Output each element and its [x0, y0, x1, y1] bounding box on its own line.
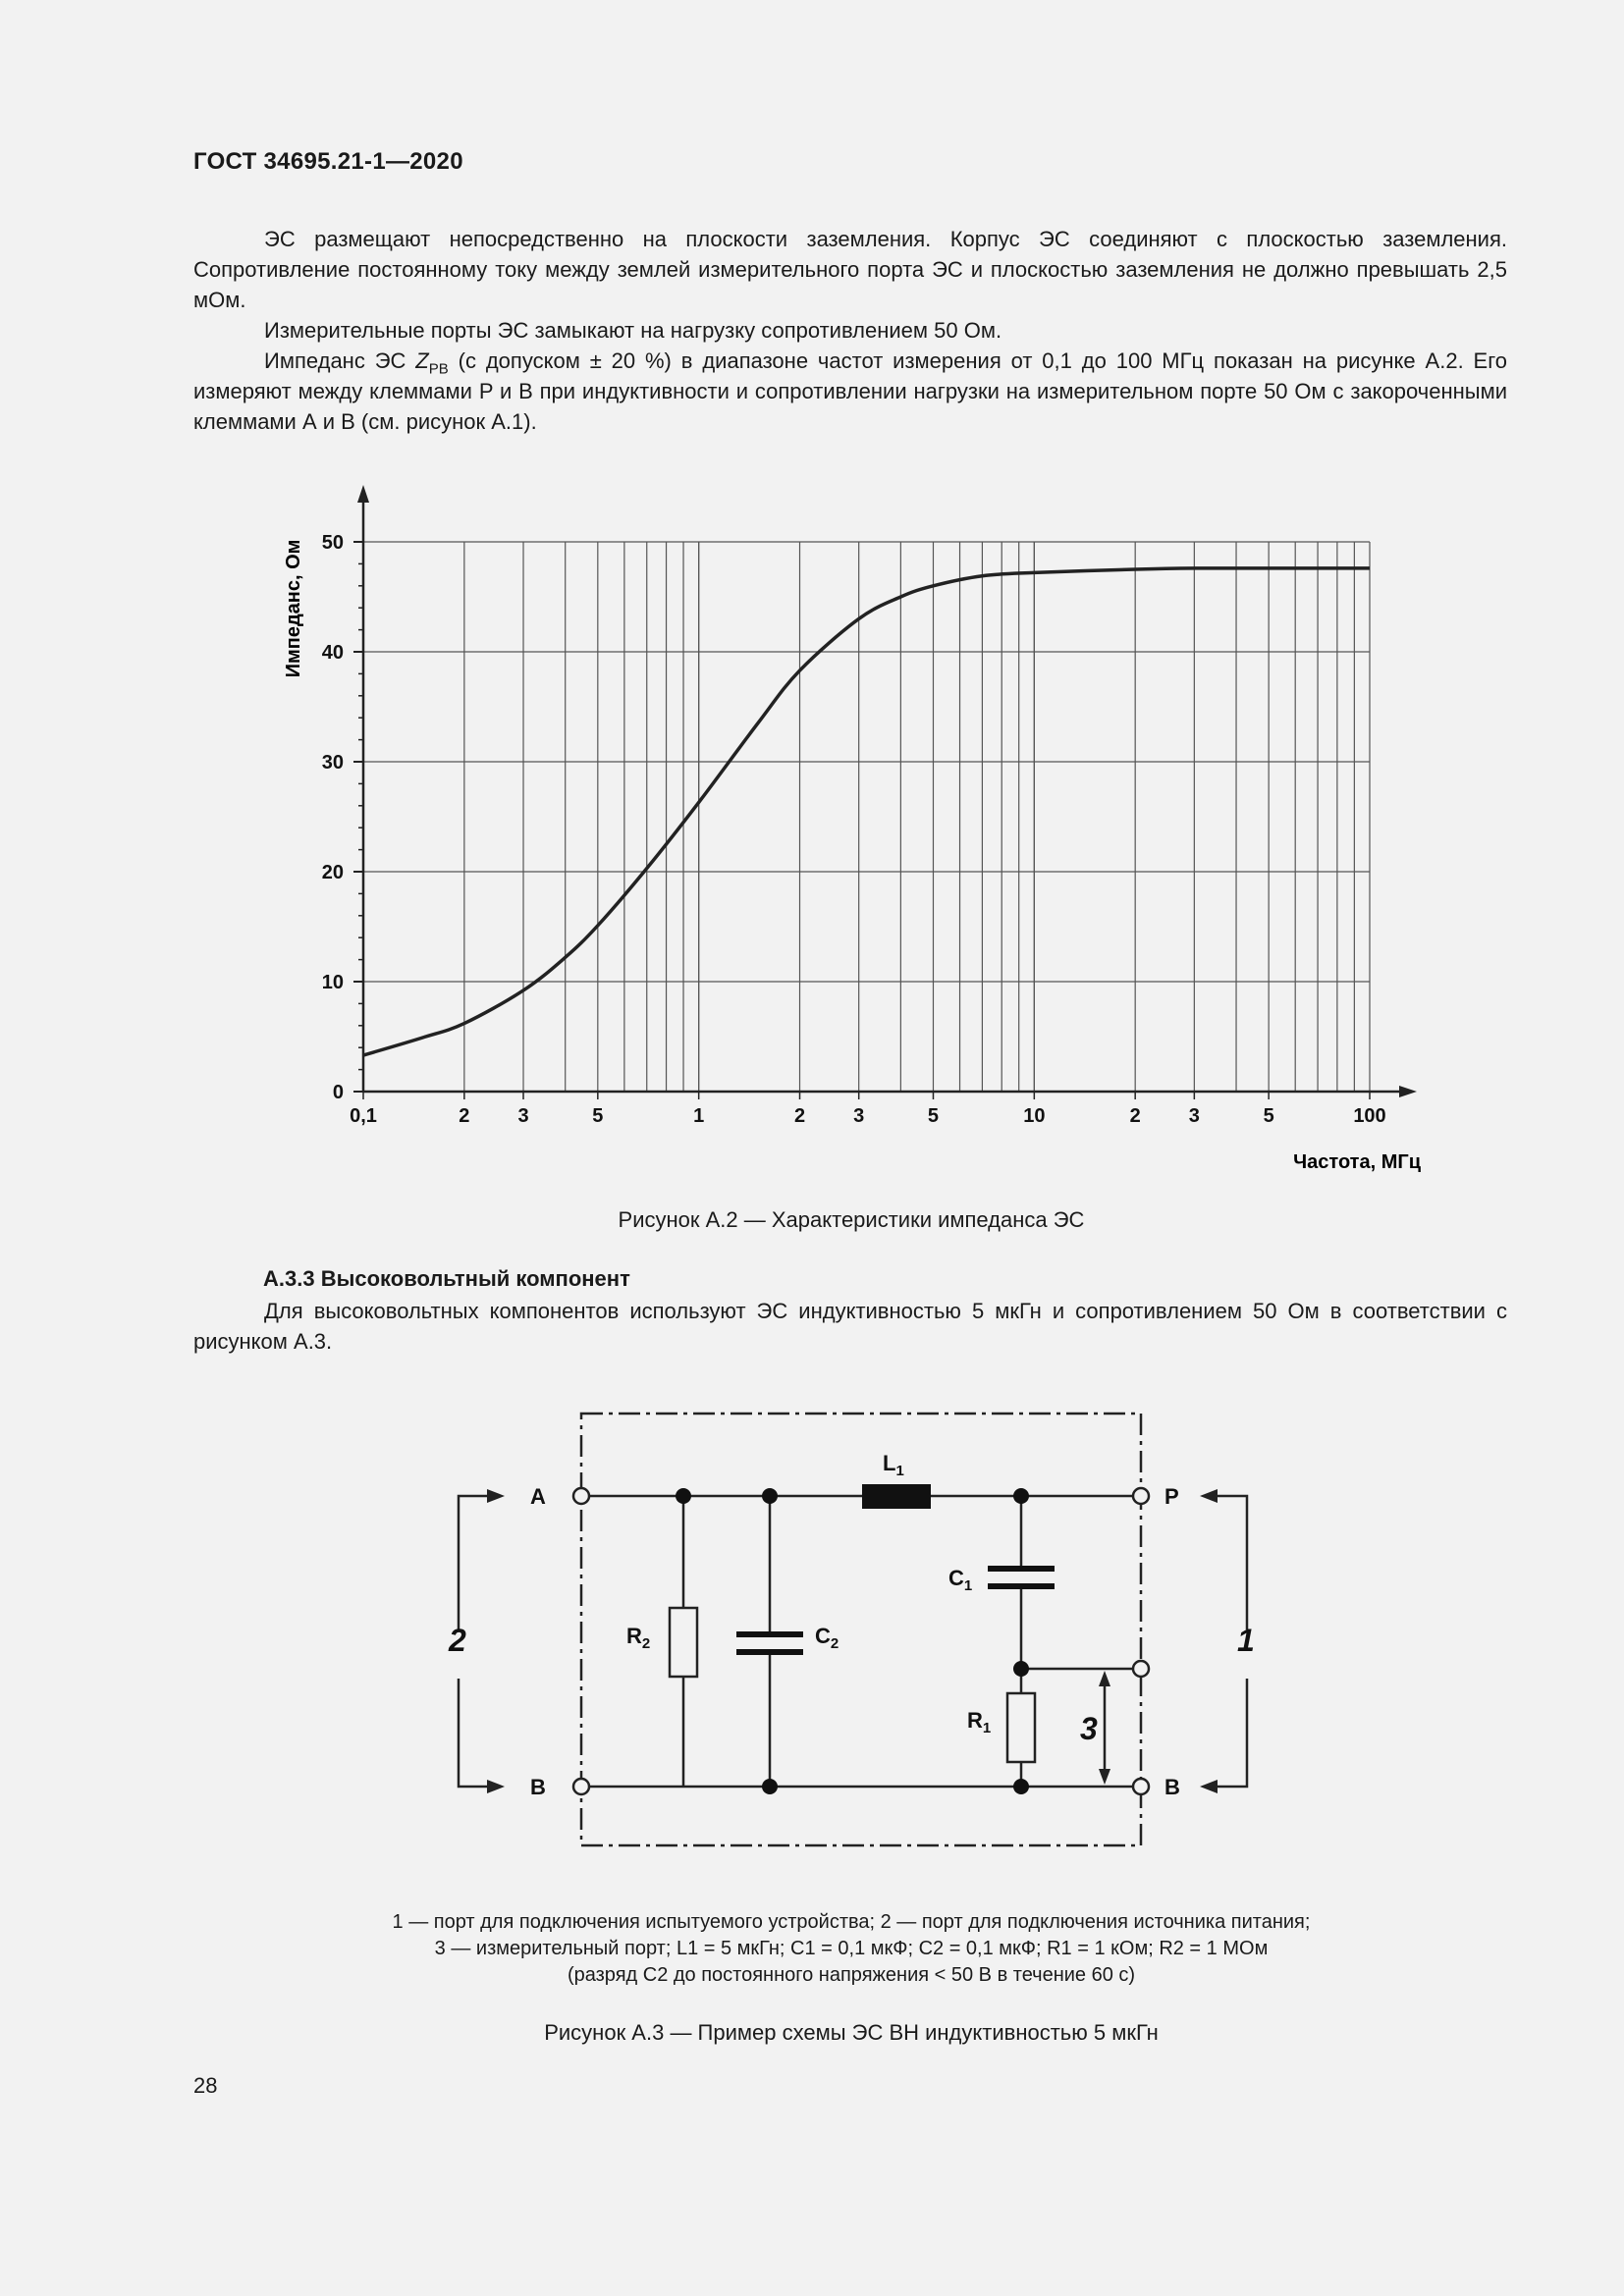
y-tick-label: 10: [321, 972, 344, 993]
x-tick-label: 1: [693, 1105, 705, 1127]
port-1-bracket-bottom: [1216, 1679, 1247, 1787]
x-tick-label: 3: [853, 1105, 865, 1127]
terminal-p-circle: [1133, 1488, 1149, 1504]
terminal-measure-circle: [1133, 1661, 1149, 1677]
notes-line-1: 1 — порт для подключения испытуемого устройства; 2 — порт для подключения источника питания;: [392, 1911, 1311, 1933]
y-tick-label: 0: [332, 1082, 344, 1103]
r2-label: $R_2$: [626, 1624, 651, 1652]
document-header: ГОСТ 34695.21-1—2020: [193, 148, 463, 175]
resistor-r1: [1007, 1693, 1035, 1762]
terminal-b-right-circle: [1133, 1779, 1149, 1794]
notes-line-3: (разряд C2 до постоянного напряжения < 50 В в течение 60 с): [567, 1964, 1136, 1986]
x-tick-label: 2: [1129, 1105, 1141, 1127]
body-text-bottom: [193, 1296, 1507, 1357]
node: [1013, 1488, 1029, 1504]
arrow-b-right: [1200, 1780, 1218, 1793]
figure-a2-caption: Рисунок А.2 — Характеристики импеданса ЭС: [618, 1207, 1085, 1232]
port-2-bracket-top: [459, 1496, 489, 1629]
terminal-p-label: P: [1164, 1484, 1179, 1509]
y-tick-label: 30: [321, 752, 344, 774]
y-axis-arrow: [357, 485, 369, 503]
enclosure-boundary: [581, 1414, 1141, 1845]
figure-a3-caption: Рисунок А.3 — Пример схемы ЭС ВН индуктивностью 5 мкГн: [544, 2020, 1159, 2045]
l1-label: $L_1$: [883, 1451, 904, 1479]
x-tick-label: 10: [1023, 1105, 1046, 1127]
terminal-a-label: A: [530, 1484, 546, 1509]
arrow-b-left: [487, 1780, 505, 1793]
c1-label: $C_1$: [948, 1566, 973, 1594]
x-tick-label: 2: [459, 1105, 470, 1127]
arrow-a: [487, 1489, 505, 1503]
c2-label: $C_2$: [815, 1624, 839, 1652]
x-tick-label: 2: [793, 1105, 806, 1127]
terminal-b-right-label: B: [1164, 1775, 1180, 1799]
x-tick-label: 5: [1263, 1105, 1274, 1127]
paragraph-2: Измерительные порты ЭС замыкают на нагрузку сопротивлением 50 Ом.: [264, 318, 1002, 343]
node: [1013, 1779, 1029, 1794]
notes-line-2: 3 — измерительный порт; L1 = 5 мкГн; C1 = 0,1 мкФ; C2 = 0,1 мкФ; R1 = 1 кОм; R2 = 1 МОм: [434, 1938, 1269, 1959]
circuit-diagram: [0, 1394, 1624, 1865]
x-tick-label: 3: [1188, 1105, 1200, 1127]
port-1-bracket-top: [1216, 1496, 1247, 1629]
x-tick-label: 100: [1353, 1105, 1386, 1127]
y-tick-label: 20: [321, 862, 344, 883]
y-tick-label: 40: [321, 642, 344, 664]
page-number: 28: [193, 2073, 218, 2098]
r1-label: $R_1$: [967, 1708, 992, 1736]
x-tick-label: 3: [517, 1105, 529, 1127]
impedance-curve: [363, 568, 1370, 1055]
chart-axes: [357, 485, 1417, 1097]
measure-arrow-down: [1099, 1769, 1110, 1785]
resistor-r2: [670, 1608, 697, 1677]
node: [1013, 1661, 1029, 1677]
arrow-p: [1200, 1489, 1218, 1503]
x-axis-label: Частота, МГц: [1293, 1151, 1421, 1173]
terminal-a-circle: [573, 1488, 589, 1504]
x-axis-arrow: [1399, 1086, 1417, 1097]
chart-grid: [363, 542, 1370, 1092]
measure-arrow-up: [1099, 1671, 1110, 1686]
paragraph-1: ЭС размещают непосредственно на плоскости заземления. Корпус ЭС соединяют с плоскостью заземления. Сопротивление постоянному току между землей измерительного порта ЭС и плоскостью заземления не должно превышать 2,5 мОм.: [193, 227, 1507, 312]
node: [762, 1488, 778, 1504]
port-2-label: 2: [449, 1623, 466, 1658]
y-axis-label: Импеданс, Ом: [283, 539, 304, 678]
port-3-label: 3: [1080, 1711, 1098, 1746]
x-tick-label: 5: [592, 1105, 604, 1127]
y-tick-label: 50: [321, 532, 344, 554]
x-tick-label: 5: [927, 1105, 940, 1127]
paragraph-4: Для высоковольтных компонентов используют ЭС индуктивностью 5 мкГн и сопротивлением 50 Ом в соответствии с рисунком А.3.: [193, 1299, 1507, 1354]
x-tick-label: 0,1: [350, 1105, 377, 1127]
node: [676, 1488, 691, 1504]
port-2-bracket-bottom: [459, 1679, 489, 1787]
terminal-b-left-circle: [573, 1779, 589, 1794]
section-heading: А.3.3 Высоковольтный компонент: [263, 1266, 630, 1291]
figure-a3-notes: [0, 1909, 1624, 1989]
paragraph-3: Импеданс ЭС $Z_{PB}$ (с допуском ± 20 %) в диапазоне частот измерения от 0,1 до 100 МГц показан на рисунке А.2. Его измеряют между клеммами P и B при индуктивности и сопротивлении нагрузки на измерительном порте 50 Ом с закороченными клеммами А и B (см. рисунок А.1).: [193, 348, 1508, 434]
port-1-label: 1: [1237, 1623, 1255, 1658]
inductor-l1: [862, 1484, 931, 1509]
terminal-b-left-label: B: [530, 1775, 546, 1799]
node: [762, 1779, 778, 1794]
